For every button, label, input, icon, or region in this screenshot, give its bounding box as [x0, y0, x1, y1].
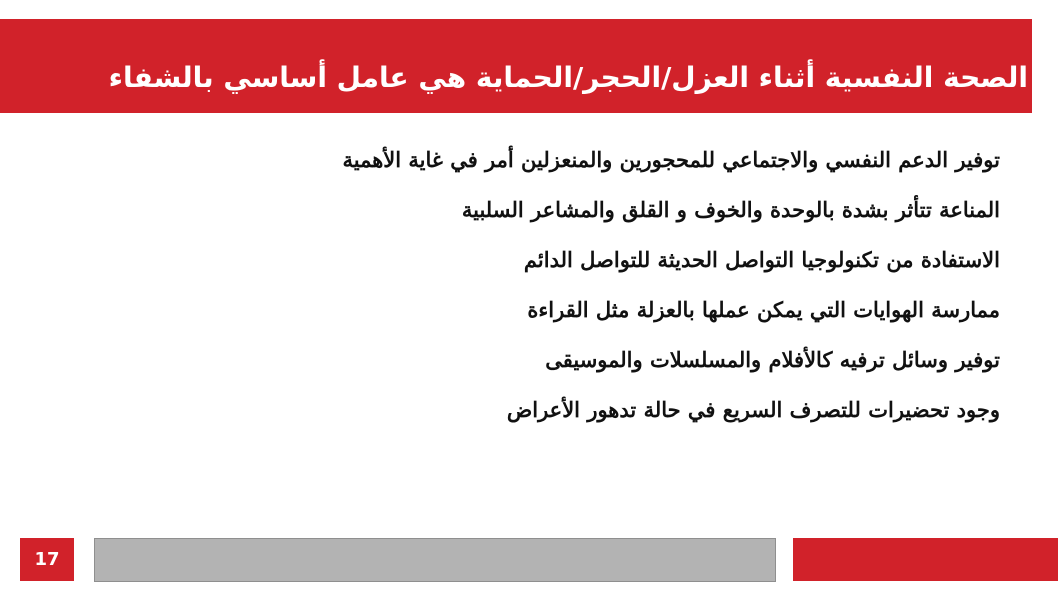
slide-title: الصحة النفسية أثناء العزل/الحجر/الحماية هي عامل أساسي بالشفاء [108, 61, 1028, 94]
page-number: 17 [34, 549, 60, 570]
list-item: توفير وسائل ترفيه كالأفلام والمسلسلات والموسيقى [545, 347, 1000, 372]
list-item: توفير الدعم النفسي والاجتماعي للمحجورين والمنعزلين أمر في غاية الأهمية [342, 147, 1000, 172]
footer-gray-bar [94, 538, 776, 582]
list-item: ممارسة الهوايات التي يمكن عملها بالعزلة مثل القراءة [527, 297, 1000, 322]
page-number-box [20, 538, 74, 581]
list-item: وجود تحضيرات للتصرف السريع في حالة تدهور الأعراض [506, 397, 1000, 422]
list-item: المناعة تتأثر بشدة بالوحدة والخوف و القلق والمشاعر السلبية [461, 197, 1000, 222]
footer-red-bar [793, 538, 1058, 581]
bullet-list [280, 138, 1000, 438]
list-item: الاستفادة من تكنولوجيا التواصل الحديثة للتواصل الدائم [523, 247, 1000, 272]
